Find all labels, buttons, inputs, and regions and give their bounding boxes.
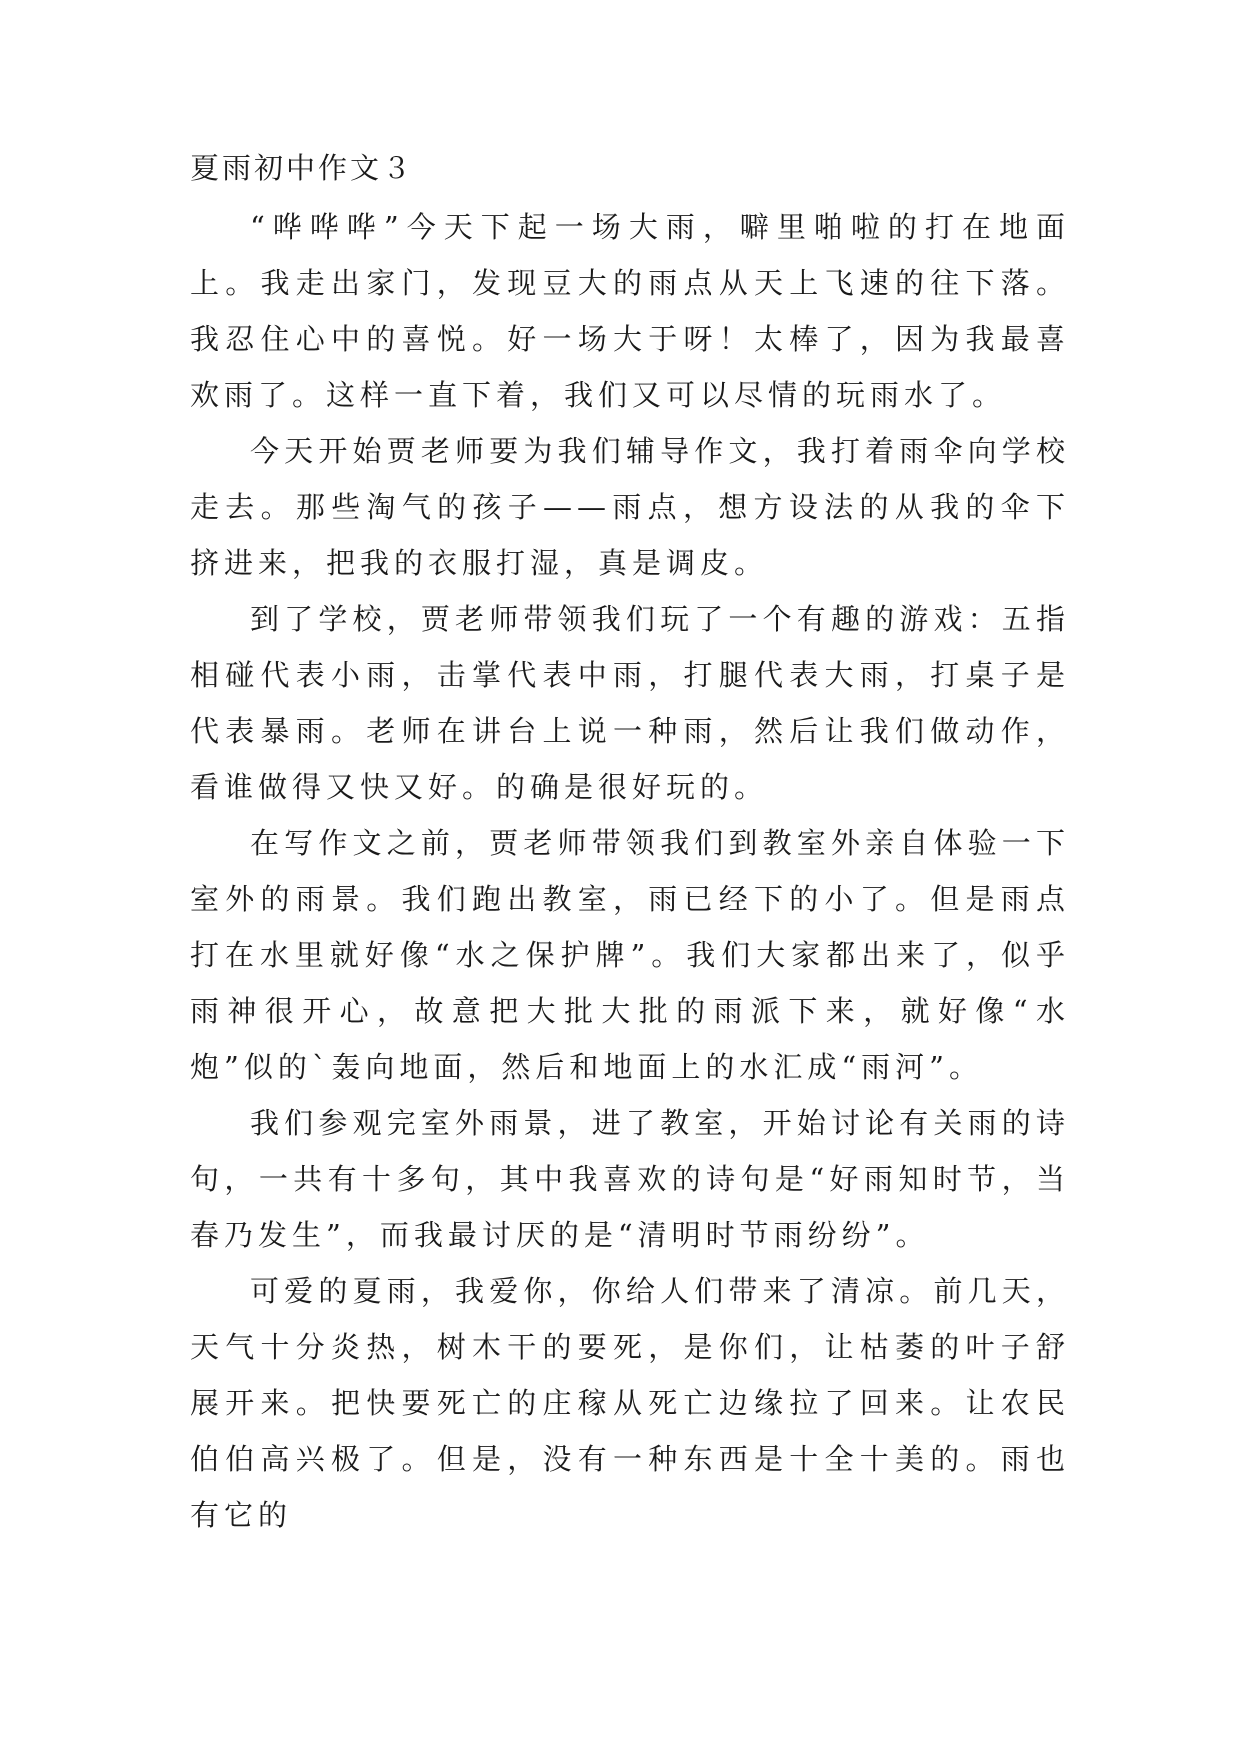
paragraph-5: 我们参观完室外雨景，进了教室，开始讨论有关雨的诗句，一共有十多句，其中我喜欢的诗句是“好雨知时节，当春乃发生”，而我最讨厌的是“清明时节雨纷纷”。 <box>190 1106 1070 1252</box>
paragraph-3: 到了学校，贾老师带领我们玩了一个有趣的游戏：五指相碰代表小雨，击掌代表中雨，打腿代表大雨，打桌子是代表暴雨。老师在讲台上说一种雨，然后让我们做动作，看谁做得又快又好。的确是很好玩的。 <box>190 602 1070 804</box>
essay-title: 夏雨初中作文３ <box>190 151 415 185</box>
paragraph-6: 可爱的夏雨，我爱你，你给人们带来了清凉。前几天，天气十分炎热，树木干的要死，是你们，让枯萎的叶子舒展开来。把快要死亡的庄稼从死亡边缘拉了回来。让农民伯伯高兴极了。但是，没有一种东西是十全十美的。雨也有它的 <box>190 1274 1070 1532</box>
paragraph-1: “哗哗哗”今天下起一场大雨，噼里啪啦的打在地面上。我走出家门，发现豆大的雨点从天上飞速的往下落。我忍住心中的喜悦。好一场大于呀！太棒了，因为我最喜欢雨了。这样一直下着，我们又可以尽情的玩雨水了。 <box>190 210 1070 412</box>
paragraph-2: 今天开始贾老师要为我们辅导作文，我打着雨伞向学校走去。那些淘气的孩子——雨点，想方设法的从我的伞下挤进来，把我的衣服打湿，真是调皮。 <box>190 434 1070 580</box>
paragraph-4: 在写作文之前，贾老师带领我们到教室外亲自体验一下室外的雨景。我们跑出教室，雨已经下的小了。但是雨点打在水里就好像“水之保护牌”。我们大家都出来了，似乎雨神很开心，故意把大批大批的雨派下来，就好像“水炮”似的`轰向地面，然后和地面上的水汇成“雨河”。 <box>190 826 1070 1084</box>
essay-body <box>190 147 1070 1543</box>
